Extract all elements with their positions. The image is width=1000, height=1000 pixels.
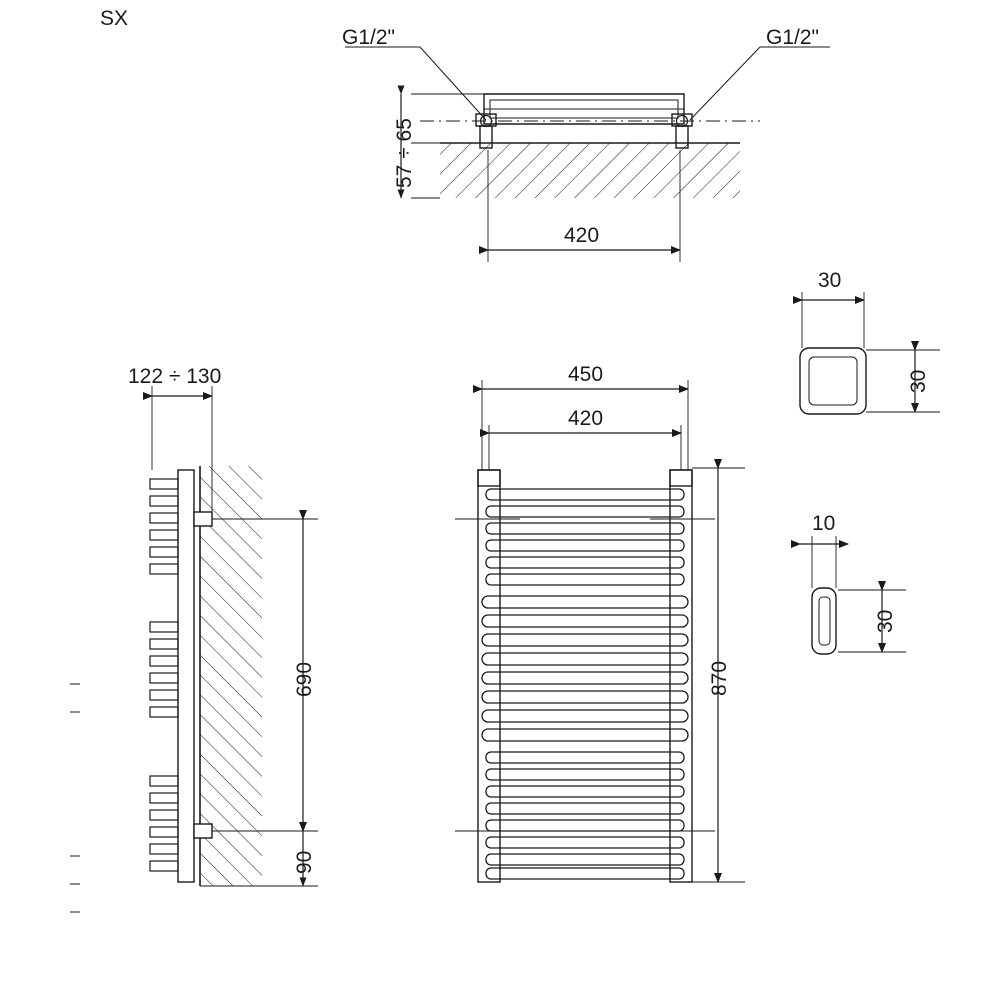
front-view [455, 380, 745, 882]
label-flat-profile-width: 10 [812, 512, 836, 535]
label-top-depth-range: 57 ÷ 65 [393, 118, 416, 188]
label-front-height: 870 [708, 660, 731, 696]
label-square-profile-width: 30 [818, 269, 842, 292]
flat-profile-detail [800, 536, 906, 654]
side-view [70, 386, 318, 912]
label-top-width: 420 [564, 224, 600, 247]
label-flat-profile-height: 30 [874, 609, 897, 633]
label-thread-left: G1/2" [342, 26, 395, 49]
label-bracket-spacing: 690 [293, 661, 316, 697]
label-side-depth-range: 122 ÷ 130 [128, 365, 222, 388]
label-thread-right: G1/2" [766, 26, 819, 49]
label-square-profile-height: 30 [907, 369, 930, 393]
corner-label-sx: SX [100, 7, 129, 30]
square-profile-detail [800, 292, 940, 414]
label-front-width-inner: 420 [568, 407, 604, 430]
label-bracket-bottom: 90 [293, 850, 316, 874]
label-front-width-outer: 450 [568, 363, 604, 386]
